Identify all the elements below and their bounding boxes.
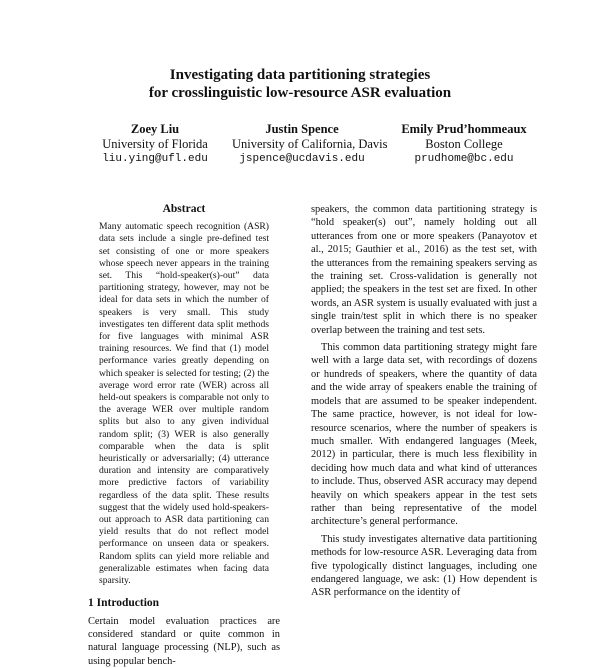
right-column bbox=[311, 203, 537, 600]
author-email: jspence@ucdavis.edu bbox=[232, 152, 372, 167]
author-block bbox=[0, 122, 600, 172]
author-affiliation: Boston College bbox=[385, 137, 543, 152]
abstract bbox=[88, 221, 280, 587]
body-paragraph: speakers, the common data partitioning strategy is “hold speaker(s) out”, namely holding out all utterances from one or more speakers (Panayotov et al., 2015; Gauthier et al., 2016) as the test set, with the utterances from the remaining speakers serving as the training set. Cross-validation is generally not applied; the speakers in the test set are fixed. In other words, an ASR system is usually evaluated with just a single train/test split in which there is no speaker overlap between the training and test sets. bbox=[311, 203, 537, 337]
author-name: Zoey Liu bbox=[95, 122, 215, 137]
author-affiliation: University of California, Davis bbox=[232, 137, 372, 152]
author-1 bbox=[95, 122, 215, 167]
author-2 bbox=[232, 122, 372, 167]
left-column bbox=[88, 203, 280, 668]
title-line-1: Investigating data partitioning strategies bbox=[0, 66, 600, 84]
introduction bbox=[88, 615, 280, 668]
author-name: Justin Spence bbox=[232, 122, 372, 137]
author-email: prudhome@bc.edu bbox=[385, 152, 543, 167]
body-paragraph: This common data partitioning strategy might fare well with a large data set, with recordings of dozens or hundreds of speakers, where the quantity of data and the wide array of speakers enable the training of models that are assumed to be speaker independent. The same practice, however, is not ideal for low-resource scenarios, where the number of speakers is much smaller. With endangered languages (Meek, 2012) in particular, there is much less flexibility in deciding how much data and what kind of utterances to include. Thus, observed ASR accuracy may depend heavily on which speakers appear in the test sets rather than being representative of the model architecture’s general performance. bbox=[311, 341, 537, 529]
author-3 bbox=[385, 122, 543, 167]
abstract-text: Many automatic speech recognition (ASR) data sets include a single pre-defined test set consisting of one or more speakers whose speech never appears in the training set. This “hold-speaker(s)-out” data partitioning strategy, however, may not be ideal for data sets in which the number of speakers is very small. This study investigates ten different data split methods for five languages with minimal ASR training resources. We find that (1) model performance varies greatly depending on which speaker is selected for testing; (2) the average word error rate (WER) across all held-out speakers is comparable not only to the average WER over multiple random splits but also to any given individual random split; (3) WER is also generally comparable when the data is split heuristically or adversarially; (4) utterance duration and intensity are comparatively more predictive factors of variability regardless of the data split. These results suggest that the widely used hold-speakers-out approach to ASR data partitioning can yield results that do not reflect model performance on unseen data or speakers. Random splits can yield more reliable and generalizable estimates when facing data sparsity. bbox=[99, 221, 269, 587]
author-email: liu.ying@ufl.edu bbox=[95, 152, 215, 167]
paper-title bbox=[0, 66, 600, 102]
body-paragraph: This study investigates alternative data partitioning methods for low-resource ASR. Leveraging data from five typologically distinct languages, including one endangered language, we ask: (1) How dependent is ASR performance on the identity of bbox=[311, 533, 537, 600]
title-line-2: for crosslinguistic low-resource ASR evaluation bbox=[0, 84, 600, 102]
abstract-heading: Abstract bbox=[88, 203, 280, 215]
author-affiliation: University of Florida bbox=[95, 137, 215, 152]
intro-paragraph: Certain model evaluation practices are considered standard or quite common in natural language processing (NLP), such as using popular bench- bbox=[88, 615, 280, 668]
author-name: Emily Prud’hommeaux bbox=[385, 122, 543, 137]
section-heading-introduction: 1 Introduction bbox=[88, 597, 280, 609]
